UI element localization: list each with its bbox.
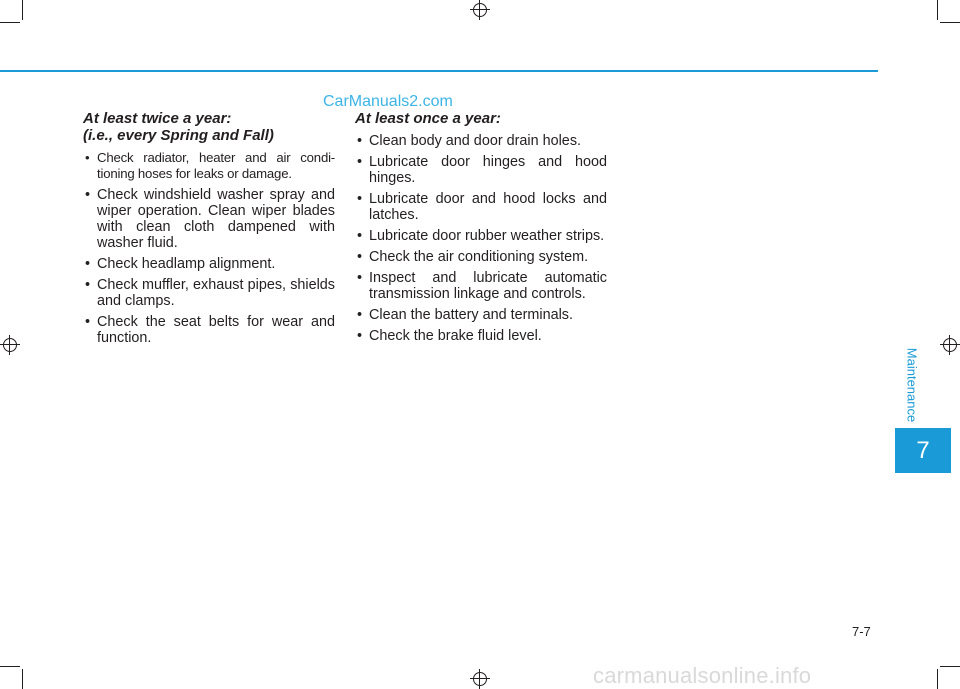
list-item: • Check windshield washer spray and wiper operation. Clean wiper blades with clean cloth dampened with washer fluid. [83, 187, 335, 251]
heading-line: (i.e., every Spring and Fall) [83, 127, 274, 144]
checklist [83, 150, 335, 346]
watermark-bottom[interactable]: carmanualsonline.info [593, 663, 812, 688]
crop-mark [940, 666, 960, 667]
section-heading [83, 110, 335, 144]
list-item: • Check the brake fluid level. [355, 328, 607, 344]
registration-mark [470, 669, 490, 689]
crop-mark [937, 669, 938, 689]
list-item: • Lubricate door and hood locks and latches. [355, 191, 607, 223]
list-item: • Lubricate door rubber weather strips. [355, 228, 607, 244]
header-rule [0, 70, 878, 72]
list-item: • Check headlamp alignment. [83, 256, 335, 272]
watermark-top[interactable]: CarManuals2.com [323, 93, 453, 110]
list-item: • Clean the battery and terminals. [355, 307, 607, 323]
crop-mark [0, 666, 20, 667]
section-heading: At least once a year: [355, 110, 501, 127]
chapter-tab [895, 428, 951, 473]
list-item: • Lubricate door hinges and hood hinges. [355, 154, 607, 186]
crop-mark [937, 0, 938, 20]
twice-a-year-section [83, 110, 335, 351]
registration-mark [0, 335, 20, 355]
list-item: • Clean body and door drain holes. [355, 133, 607, 149]
chapter-side-label [902, 345, 922, 425]
registration-mark [940, 335, 960, 355]
crop-mark [940, 22, 960, 23]
registration-mark [470, 0, 490, 20]
chapter-number: 7 [916, 437, 930, 464]
chapter-title: Maintenance [904, 347, 920, 423]
list-item: • Check radiator, heater and air condi- tioning hoses for leaks or damage. [83, 150, 335, 182]
crop-mark [0, 22, 20, 23]
heading-line: At least twice a year: [83, 110, 232, 127]
once-a-year-section [355, 110, 607, 349]
list-item: • Check muffler, exhaust pipes, shields and clamps. [83, 277, 335, 309]
list-item: • Check the seat belts for wear and function. [83, 314, 335, 346]
page-number: 7-7 [852, 624, 871, 639]
crop-mark [22, 669, 23, 689]
checklist [355, 133, 607, 344]
list-item: • Check the air conditioning system. [355, 249, 607, 265]
crop-mark [22, 0, 23, 20]
list-item: • Inspect and lubricate automatic transmission linkage and controls. [355, 270, 607, 302]
